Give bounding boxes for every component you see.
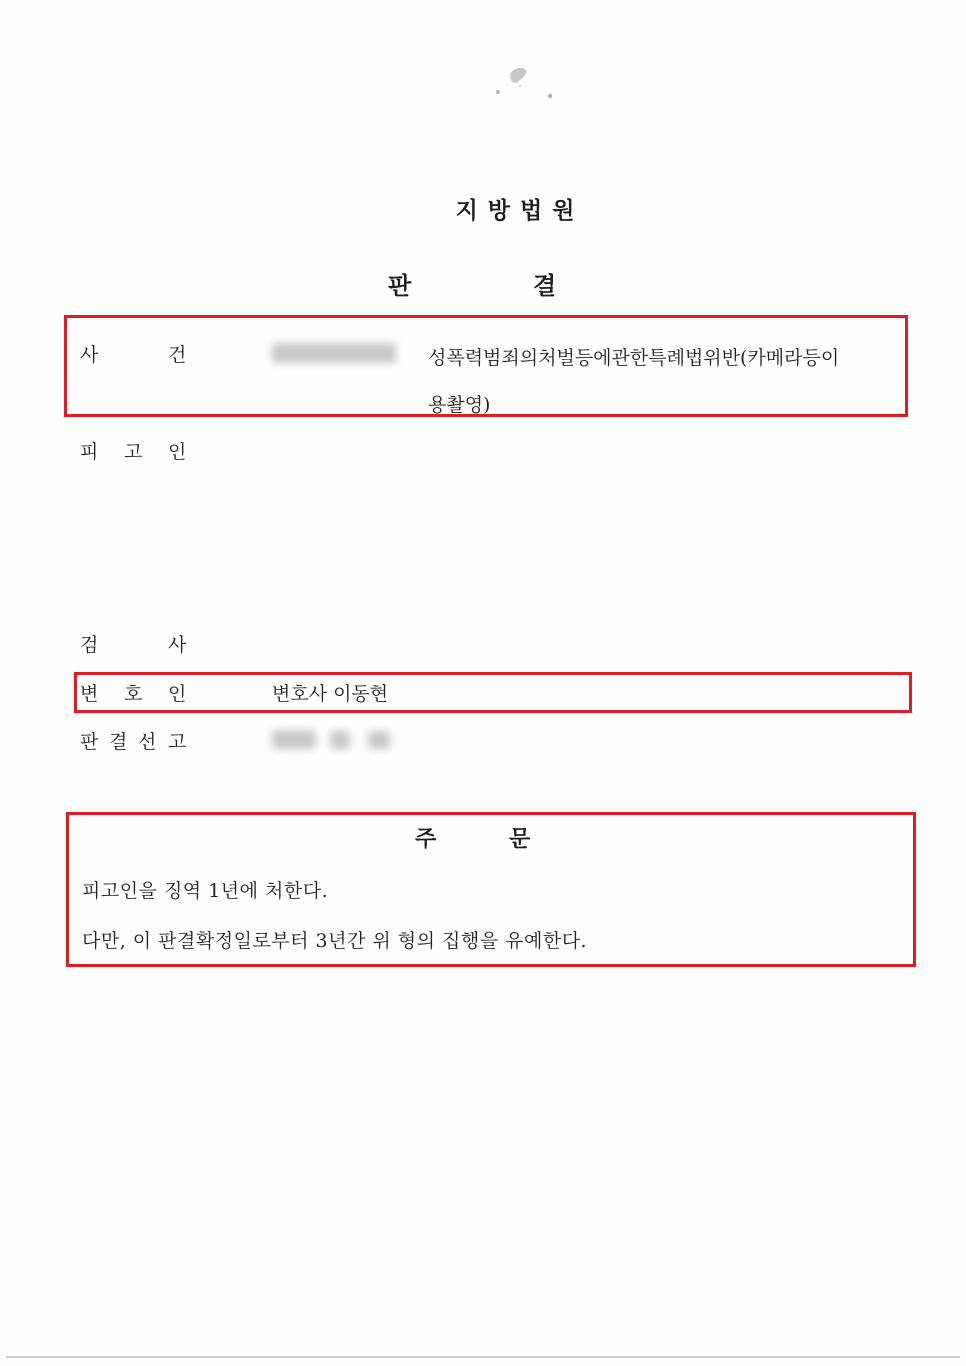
case-name-line2: 용촬영): [428, 394, 491, 416]
judgment-document-page: 지방법원 판 결 사 건 성폭력범죄의처벌등에관한특례법위반(카메라등이 용촬영) 피 고 인 검 사 변 호 인 변호사 이동현 판 결 선 고 주 문 피고인을 징역 1년에 처한다. 다만, 이 판결확정일로부터 3년간 위 형의 집행을 유예한다.: [0, 0, 966, 1366]
ruling-title-left: 주: [415, 827, 437, 852]
sentencing-date-redacted-year: [272, 730, 316, 749]
ruling-line-sentence: 피고인을 징역 1년에 처한다.: [82, 880, 329, 902]
case-number-redacted: [272, 343, 396, 363]
defense-counsel-name: 변호사 이동현: [272, 683, 389, 705]
document-title-right: 결: [533, 272, 557, 300]
sentencing-date-redacted-day: [368, 731, 390, 749]
page-bottom-edge: [6, 1356, 960, 1358]
ruling-line-probation: 다만, 이 판결확정일로부터 3년간 위 형의 집행을 유예한다.: [82, 930, 588, 952]
court-name: 지방법원: [455, 198, 585, 224]
case-name-line1: 성폭력범죄의처벌등에관한특례법위반(카메라등이: [428, 347, 840, 369]
ink-smudge-mark: [492, 62, 562, 102]
sentencing-date-redacted-month: [330, 731, 350, 749]
document-title-left: 판: [388, 272, 412, 300]
ruling-title-right: 문: [509, 827, 531, 852]
defense-counsel-highlight-box: [74, 672, 912, 713]
